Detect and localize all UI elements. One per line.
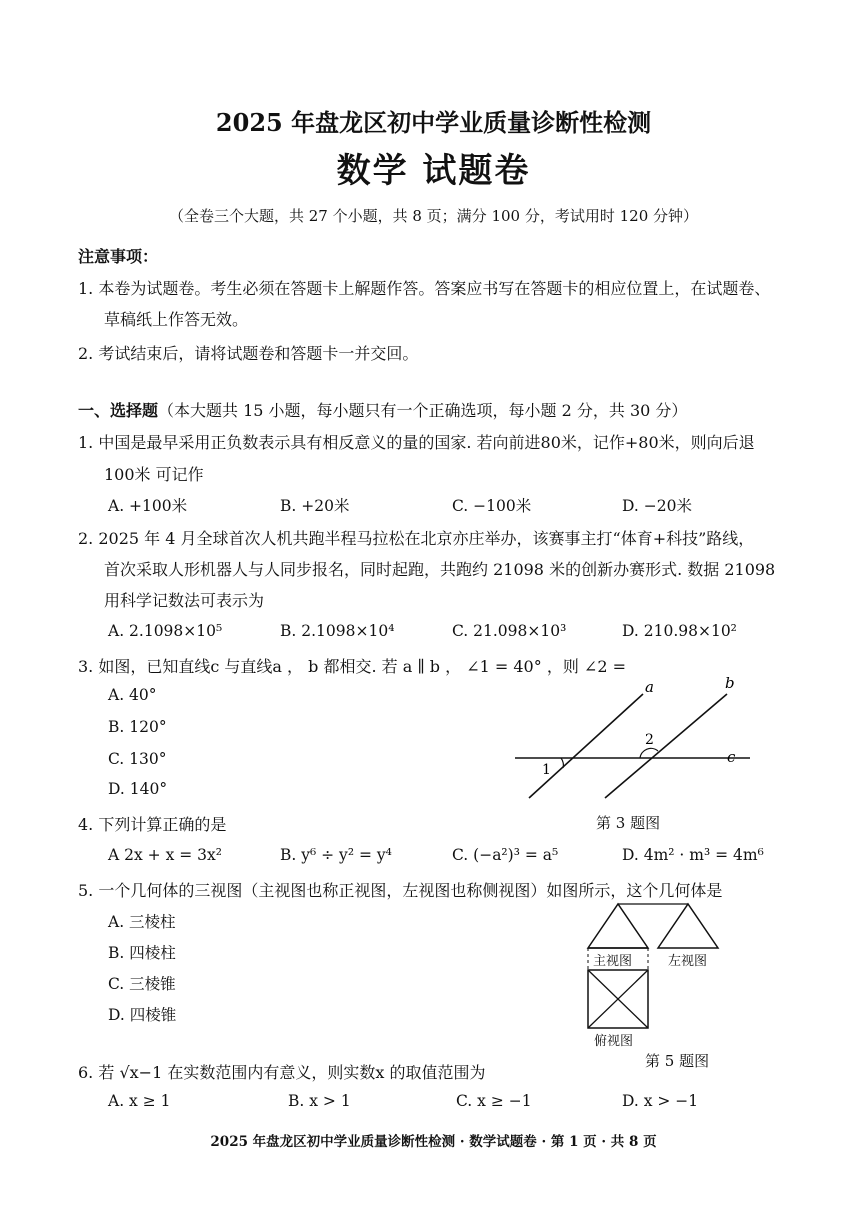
notice-heading: 注意事项： xyxy=(78,247,159,266)
q5-figure xyxy=(580,898,730,1048)
q2-option-b: B. 2.1098×10⁴ xyxy=(280,622,395,640)
notice-item-1-cont: 草稿纸上作答无效。 xyxy=(104,310,249,329)
left-view-triangle xyxy=(658,904,718,948)
q3-option-c: C. 130° xyxy=(108,750,167,768)
q3-option-b: B. 120° xyxy=(108,718,167,736)
q1-option-a: A. +100米 xyxy=(108,497,188,515)
q2-option-a: A. 2.1098×10⁵ xyxy=(108,622,223,640)
q3-figure-caption: 第 3 题图 xyxy=(596,814,661,832)
q6-stem: 6. 若 √x−1 在实数范围内有意义，则实数x 的取值范围为 xyxy=(78,1063,486,1082)
exam-title: 2025 年盘龙区初中学业质量诊断性检测 xyxy=(215,108,652,137)
q6-option-c: C. x ≥ −1 xyxy=(456,1092,532,1110)
q2-stem-cont-1: 首次采取人形机器人与人同步报名，同时起跑，共跑约 21098 米的创新办赛形式. 数据 21098 xyxy=(104,560,776,579)
q5-stem: 5. 一个几何体的三视图（主视图也称正视图，左视图也称侧视图）如图所示，这个几何体是 xyxy=(78,881,723,900)
q1-stem-cont: 100米 可记作 xyxy=(104,465,204,484)
section-title: 一、选择题 xyxy=(78,401,159,420)
q5-option-d: D. 四棱锥 xyxy=(108,1006,177,1024)
q2-stem: 2. 2025 年 4 月全球首次人机共跑半程马拉松在北京亦庄举办，该赛事主打“体育+科技”路线， xyxy=(78,529,755,548)
exam-info: （全卷三个大题，共 27 个小题，共 8 页；满分 100 分，考试用时 120 分钟） xyxy=(168,207,699,225)
q4-option-a: A 2x + x = 3x² xyxy=(108,846,222,864)
q3-figure xyxy=(505,672,765,812)
notice-item-1: 1. 本卷为试题卷。考生必须在答题卡上解题作答。答案应书写在答题卡的相应位置上，在试题卷、 xyxy=(78,279,771,298)
q2-option-c: C. 21.098×10³ xyxy=(452,622,567,640)
label-c: c xyxy=(727,748,736,766)
front-view-triangle xyxy=(588,904,648,948)
q4-stem: 4. 下列计算正确的是 xyxy=(78,815,227,834)
q4-option-b: B. y⁶ ÷ y² = y⁴ xyxy=(280,846,392,864)
q1-stem: 1. 中国是最早采用正负数表示具有相反意义的量的国家. 若向前进80米，记作+80米，则向后退 xyxy=(78,433,755,452)
angle-1-arc xyxy=(561,758,563,768)
q3-option-d: D. 140° xyxy=(108,780,168,798)
q1-option-b: B. +20米 xyxy=(280,497,350,515)
q4-option-c: C. (−a²)³ = a⁵ xyxy=(452,846,559,864)
section-heading xyxy=(78,398,687,421)
q3-stem: 3. 如图，已知直线c 与直线a ， b 都相交. 若 a ∥ b ， ∠1 = 40° ，则 ∠2 = xyxy=(78,657,626,676)
label-angle-2: 2 xyxy=(645,732,654,748)
line-a xyxy=(529,694,643,798)
q6-option-a: A. x ≥ 1 xyxy=(108,1092,171,1110)
q2-option-d: D. 210.98×10² xyxy=(622,622,737,640)
label-b: b xyxy=(725,674,735,692)
exam-subtitle: 数学 试题卷 xyxy=(336,151,531,191)
top-view-label: 俯视图 xyxy=(594,1034,634,1049)
notice-item-2: 2. 考试结束后，请将试题卷和答题卡一并交回。 xyxy=(78,344,419,363)
q3-option-a: A. 40° xyxy=(108,686,157,704)
angle-2-arc xyxy=(640,748,658,758)
label-angle-1: 1 xyxy=(542,762,551,778)
q6-option-b: B. x > 1 xyxy=(288,1092,351,1110)
q5-option-b: B. 四棱柱 xyxy=(108,944,176,962)
left-view-label: 左视图 xyxy=(668,954,708,969)
q6-option-d: D. x > −1 xyxy=(622,1092,699,1110)
line-b xyxy=(605,694,727,798)
section-desc: （本大题共 15 小题，每小题只有一个正确选项，每小题 2 分，共 30 分） xyxy=(158,401,688,420)
q5-figure-caption: 第 5 题图 xyxy=(645,1052,710,1070)
q5-option-c: C. 三棱锥 xyxy=(108,975,176,993)
q4-option-d: D. 4m² · m³ = 4m⁶ xyxy=(622,846,764,864)
label-a: a xyxy=(645,678,654,696)
front-view-label: 主视图 xyxy=(593,954,633,969)
q1-option-d: D. −20米 xyxy=(622,497,692,515)
q1-option-c: C. −100米 xyxy=(452,497,532,515)
q5-option-a: A. 三棱柱 xyxy=(108,913,176,931)
page-footer: 2025 年盘龙区初中学业质量诊断性检测 · 数学试题卷 · 第 1 页 · 共 8 页 xyxy=(210,1134,657,1150)
q2-stem-cont-2: 用科学记数法可表示为 xyxy=(104,591,265,610)
